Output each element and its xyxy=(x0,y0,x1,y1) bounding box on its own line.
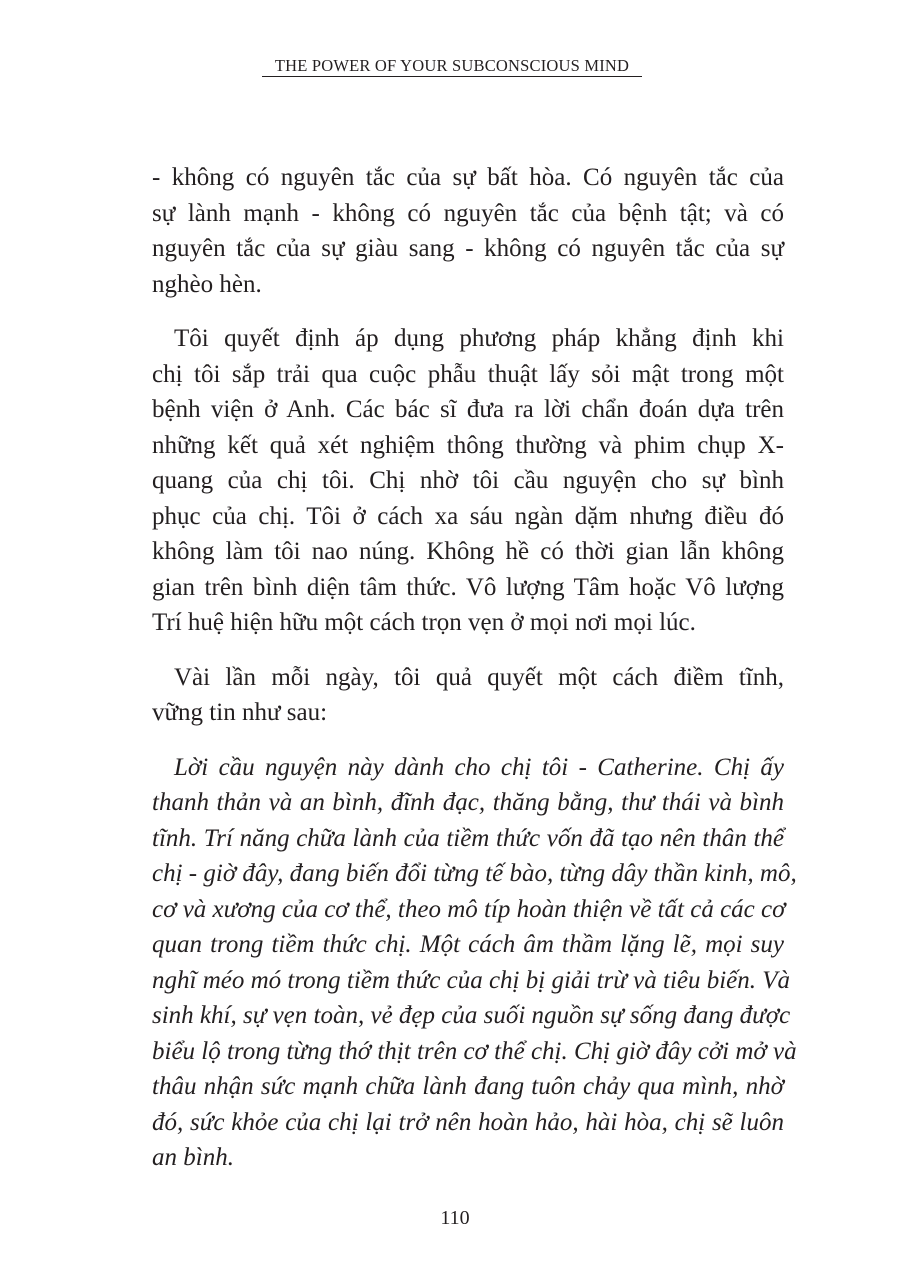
header-rule xyxy=(262,76,642,77)
text-line: Lời cầu nguyện này dành cho chị tôi - Catherine. Chị ấy xyxy=(174,753,784,781)
text-line: tĩnh. Trí năng chữa lành của tiềm thức vốn đã tạo nên thân thể xyxy=(152,824,784,852)
text-line: quan trong tiềm thức chị. Một cách âm thầm lặng lẽ, mọi suy xyxy=(152,931,784,958)
text-line: chị - giờ đây, đang biến đổi từng tế bào, từng dây thần kinh, mô, xyxy=(152,860,797,887)
text-line: nghèo hèn. xyxy=(152,270,262,298)
text-line: Tôi quyết định áp dụng phương pháp khẳng định khi xyxy=(174,325,784,352)
text-line: thanh thản và an bình, đĩnh đạc, thăng bằng, thư thái và bình xyxy=(152,789,784,816)
text-line: biểu lộ trong từng thớ thịt trên cơ thể chị. Chị giờ đây cởi mở và xyxy=(152,1037,797,1065)
text-line: nguyên tắc của sự giàu sang - không có nguyên tắc của sự xyxy=(152,235,784,262)
text-line: những kết quả xét nghiệm thông thường và phim chụp X- xyxy=(152,431,784,459)
text-line: thâu nhận sức mạnh chữa lành đang tuôn chảy qua mình, nhờ xyxy=(152,1073,784,1100)
text-line: không làm tôi nao núng. Không hề có thời gian lẫn không xyxy=(152,538,784,565)
paragraph-continuation xyxy=(152,160,784,302)
text-line: nghĩ méo mó trong tiềm thức của chị bị giải trừ và tiêu biến. Và xyxy=(152,966,791,994)
text-line: bệnh viện ở Anh. Các bác sĩ đưa ra lời chẩn đoán dựa trên xyxy=(152,396,784,423)
body-text xyxy=(152,160,797,1176)
text-line: vững tin như sau: xyxy=(152,699,328,726)
text-line: gian trên bình diện tâm thức. Vô lượng Tâm hoặc Vô lượng xyxy=(152,573,784,601)
paragraph-prayer xyxy=(152,750,797,1176)
text-line: đó, sức khỏe của chị lại trở nên hoàn hảo, hài hòa, chị sẽ luôn xyxy=(152,1108,784,1136)
running-header: THE POWER OF YOUR SUBCONSCIOUS MIND xyxy=(274,56,630,75)
text-line: chị tôi sắp trải qua cuộc phẫu thuật lấy sỏi mật trong một xyxy=(152,360,784,388)
text-line: Trí huệ hiện hữu một cách trọn vẹn ở mọi nơi mọi lúc. xyxy=(152,609,696,636)
text-line: phục của chị. Tôi ở cách xa sáu ngàn dặm nhưng điều đó xyxy=(152,502,784,530)
text-line: quang của chị tôi. Chị nhờ tôi cầu nguyện cho sự bình xyxy=(152,467,784,494)
text-line: Vài lần mỗi ngày, tôi quả quyết một cách điềm tĩnh, xyxy=(174,663,784,691)
paragraph-surgery xyxy=(152,321,784,641)
text-line: - không có nguyên tắc của sự bất hòa. Có nguyên tắc của xyxy=(152,164,784,191)
text-line: cơ và xương của cơ thể, theo mô típ hoàn thiện về tất cả các cơ xyxy=(152,895,786,923)
text-line: sinh khí, sự vẹn toàn, vẻ đẹp của suối nguồn sự sống đang được xyxy=(152,1002,791,1029)
text-line: sự lành mạnh - không có nguyên tắc của bệnh tật; và có xyxy=(152,199,784,227)
paragraph-daily-affirmation xyxy=(152,660,784,731)
page-number: 110 xyxy=(440,1207,470,1229)
text-line: an bình. xyxy=(152,1144,234,1171)
